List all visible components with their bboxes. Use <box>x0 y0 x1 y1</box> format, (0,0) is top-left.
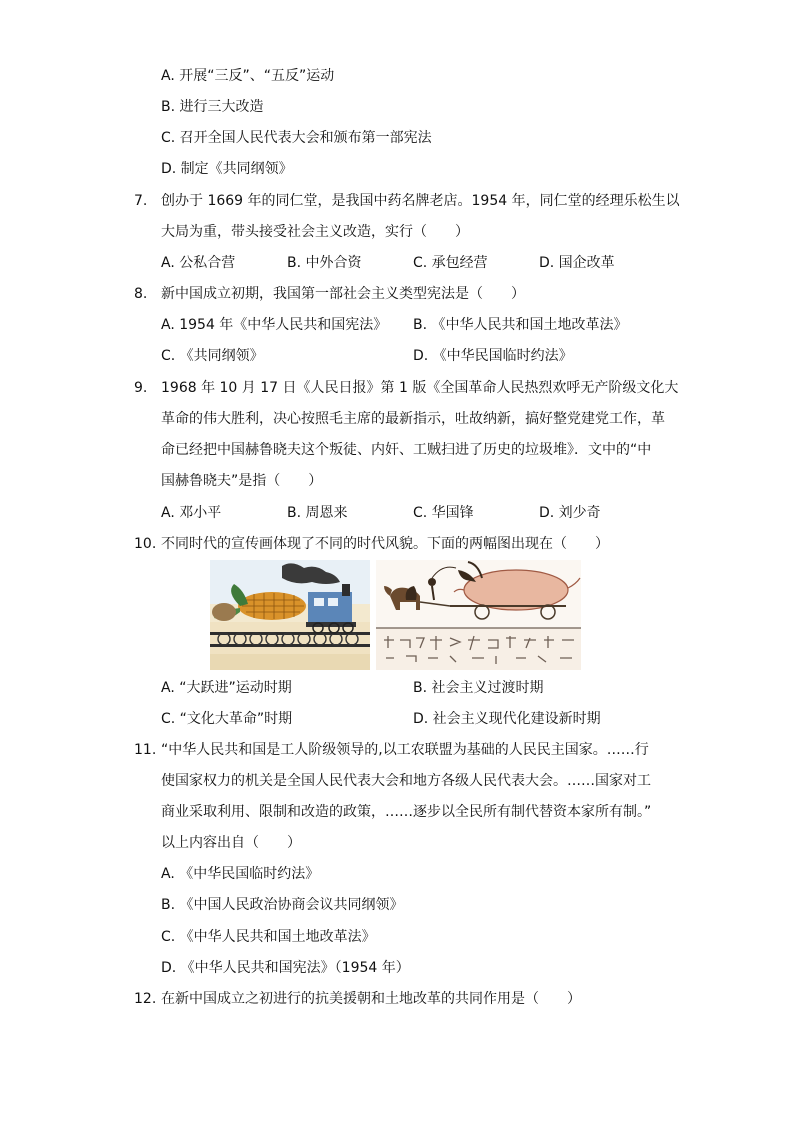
q12-text-line1: 在新中国成立之初进行的抗美援朝和土地改革的共同作用是（ ） <box>161 991 581 1007</box>
q10-option-c[interactable]: C. “文化大革命”时期 <box>161 711 293 727</box>
q7-option-a[interactable]: A. 公私合营 <box>161 255 236 271</box>
q11-text-line2: 使国家权力的机关是全国人民代表大会和地方各级人民代表大会。……国家对工 <box>161 773 651 789</box>
q11-text-line1: “中华人民共和国是工人阶级领导的,以工农联盟为基础的人民民主国家。……行 <box>161 742 649 758</box>
q6-option-a[interactable]: A. 开展“三反”、“五反”运动 <box>161 68 335 84</box>
q10-option-a[interactable]: A. “大跃进”运动时期 <box>161 680 292 696</box>
q9-text-line3: 命已经把中国赫鲁晓夫这个叛徒、内奸、工贼扫进了历史的垃圾堆》．文中的“中 <box>161 442 652 458</box>
q8-option-d[interactable]: D. 《中华民国临时约法》 <box>413 348 573 364</box>
q11-option-a[interactable]: A. 《中华民国临时约法》 <box>161 866 320 882</box>
q6-option-c[interactable]: C. 召开全国人民代表大会和颁布第一部宪法 <box>161 130 432 146</box>
q7-option-c[interactable]: C. 承包经营 <box>413 255 488 271</box>
poster-horse-cart-image <box>376 560 581 670</box>
q12-number: 12. <box>134 991 157 1007</box>
q8-option-a[interactable]: A. 1954 年《中华人民共和国宪法》 <box>161 317 388 333</box>
q9-option-c[interactable]: C. 华国锋 <box>413 505 474 521</box>
q9-option-a[interactable]: A. 邓小平 <box>161 505 222 521</box>
q8-number: 8. <box>134 286 148 302</box>
q11-option-c[interactable]: C. 《中华人民共和国土地改革法》 <box>161 929 376 945</box>
q7-number: 7. <box>134 193 148 209</box>
q7-option-b[interactable]: B. 中外合资 <box>287 255 362 271</box>
q10-number: 10. <box>134 536 157 552</box>
q9-option-b[interactable]: B. 周恩来 <box>287 505 348 521</box>
q11-option-d[interactable]: D. 《中华人民共和国宪法》（1954 年） <box>161 960 410 976</box>
q7-text-line2: 大局为重，带头接受社会主义改造，实行（ ） <box>161 224 469 240</box>
q9-number: 9. <box>134 380 148 396</box>
q9-text-line2: 革命的伟大胜利，决心按照毛主席的最新指示，吐故纳新，搞好整党建党工作，革 <box>161 411 665 427</box>
q9-option-d[interactable]: D. 刘少奇 <box>539 505 601 521</box>
q9-text-line4: 国赫鲁晓夫”是指（ ） <box>161 473 323 489</box>
q6-option-d[interactable]: D. 制定《共同纲领》 <box>161 161 293 177</box>
q9-text-line1: 1968 年 10 月 17 日《人民日报》第 1 版《全国革命人民热烈欢呼无产阶级文化大 <box>161 380 679 396</box>
q11-option-b[interactable]: B. 《中国人民政治协商会议共同纲领》 <box>161 897 404 913</box>
q7-text-line1: 创办于 1669 年的同仁堂，是我国中药名牌老店。1954 年，同仁堂的经理乐松生以 <box>161 193 680 209</box>
q6-option-b[interactable]: B. 进行三大改造 <box>161 99 264 115</box>
q11-text-line4: 以上内容出自（ ） <box>161 835 301 851</box>
q8-option-b[interactable]: B. 《中华人民共和国土地改革法》 <box>413 317 628 333</box>
q10-option-b[interactable]: B. 社会主义过渡时期 <box>413 680 544 696</box>
q11-text-line3: 商业采取利用、限制和改造的政策，……逐步以全民所有制代替资本家所有制。” <box>161 804 652 820</box>
q10-text-line1: 不同时代的宣传画体现了不同的时代风貌。下面的两幅图出现在（ ） <box>161 536 609 552</box>
poster-train-corn-image <box>210 560 370 670</box>
q7-option-d[interactable]: D. 国企改革 <box>539 255 615 271</box>
q11-number: 11. <box>134 742 157 758</box>
q8-option-c[interactable]: C. 《共同纲领》 <box>161 348 264 364</box>
q10-option-d[interactable]: D. 社会主义现代化建设新时期 <box>413 711 601 727</box>
q8-text-line1: 新中国成立初期，我国第一部社会主义类型宪法是（ ） <box>161 286 525 302</box>
